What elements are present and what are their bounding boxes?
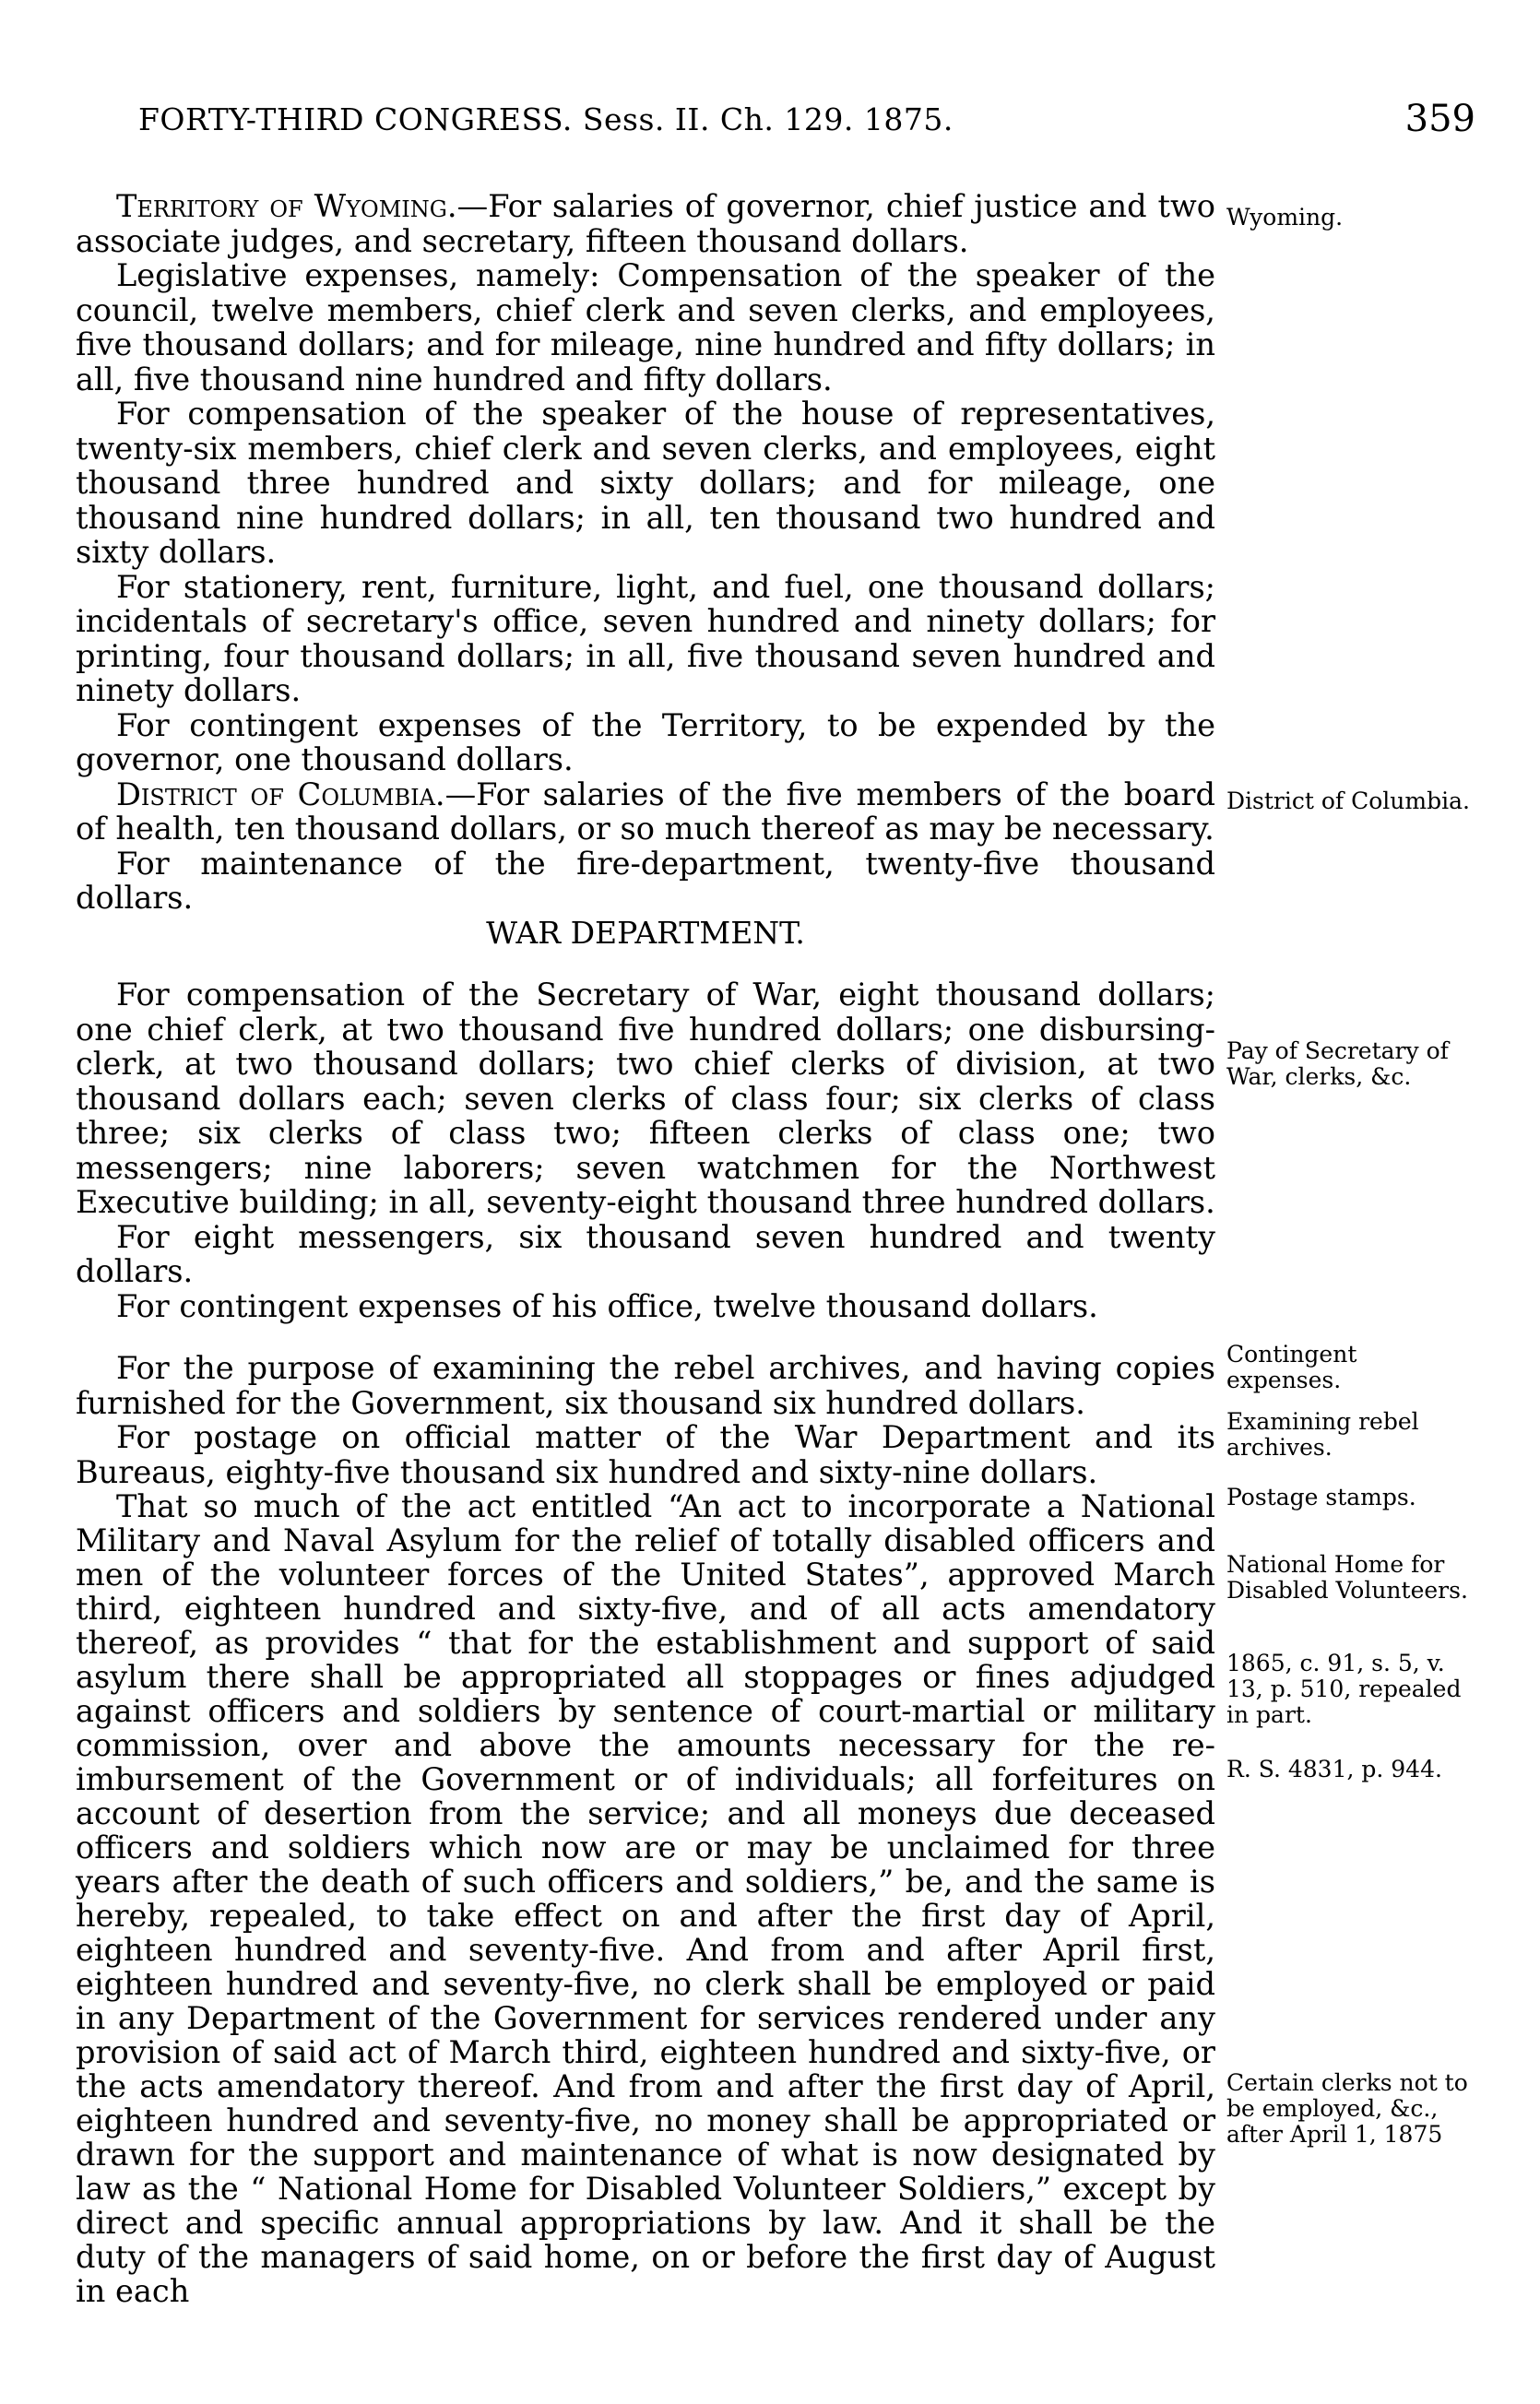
paragraph-war-home: That so much of the act entitled “An act to incorporate a National Military and Naval Asylum for the relief of totally disabled officers and men of the volunteer forces of the United States”, approved March third, eighteen hundred and sixty-five, and of all acts amendatory thereof, as provides “ that for the establishment and support of said asylum there shall be appropriated all stoppages or fines adjudged against officers and soldiers by sentence of court-martial or military commission, over and above the amounts necessary for the re-imbursement of the Government or of individuals; all forfeitures on account of desertion from the service; and all moneys due deceased officers and soldiers which now are or may be unclaimed for three years after the death of such officers and soldiers,” be, and the same is hereby, repealed, to take effect on and after the first day of April, eighteen hundred and seventy-five. And from and after April first, eighteen hundred and seventy-five, no clerk shall be employed or paid in any Department of the Government for services rendered under any provision of said act of March third, eighteen hundred and sixty-five, or the acts amendatory thereof. And from and after the first day of April, eighteen hundred and seventy-five, no money shall be appropriated or drawn for the support and maintenance of what is now designated by law as the “ National Home for Disabled Volunteer Soldiers,” except by direct and specific annual appropriations by law. And it shall be the duty of the managers of said home, on or before the first day of August in each <box>76 1488 1215 2309</box>
paragraph-war-pay: For compensation of the Secretary of War, eight thousand dollars; one chief clerk, at two thousand five hundred dollars; one disbursing-clerk, at two thousand dollars; two chief clerks of division, at two thousand dollars each; seven clerks of class four; six clerks of class three; six clerks of class two; fifteen clerks of class one; two messengers; nine laborers; seven watchmen for the Northwest Executive building; in all, seventy-eight thousand three hundred dollars. <box>76 977 1215 1220</box>
margin-note-dc: District of Columbia. <box>1226 788 1470 814</box>
paragraph-war-archives: For the purpose of examining the rebel archives, and having copies furnished for the Government, six thousand six hundred dollars. <box>76 1350 1215 1421</box>
margin-note-contingent: Contingent expenses. <box>1226 1341 1357 1393</box>
margin-note-home: National Home for Disabled Volunteers. <box>1226 1551 1468 1604</box>
page-number: 359 <box>1404 98 1475 140</box>
section-lead-wyoming: Territory of Wyoming. <box>116 188 457 224</box>
dc-board-text: —For salaries of the five members of the board of health, ten thousand dollars, or so much thereof as may be necessary. <box>76 776 1215 847</box>
main-text-column <box>76 189 1215 2308</box>
wyoming-salaries-text: —For salaries of governor, chief justice and two associate judges, and secretary, fifteen thousand dollars. <box>76 188 1215 259</box>
paragraph-war-postage: For postage on official matter of the War Department and its Bureaus, eighty-five thousand six hundred and sixty-nine dollars. <box>76 1419 1215 1490</box>
margin-note-cite-1865: 1865, c. 91, s. 5, v. 13, p. 510, repealed in part. <box>1226 1650 1462 1728</box>
paragraph-wyoming-stationery: For stationery, rent, furniture, light, and fuel, one thousand dollars; incidentals of secretary's office, seven hundred and ninety dollars; for printing, four thousand dollars; in all, five thousand seven hundred and ninety dollars. <box>76 568 1215 708</box>
paragraph-wyoming-contingent: For contingent expenses of the Territory, to be expended by the governor, one thousand dollars. <box>76 706 1215 777</box>
paragraph-wyoming-legislative: Legislative expenses, namely: Compensation of the speaker of the council, twelve members, chief clerk and seven clerks, and employees, five thousand dollars; and for mileage, nine hundred and fifty dollars; in all, five thousand nine hundred and fifty dollars. <box>76 257 1215 397</box>
margin-note-postage: Postage stamps. <box>1226 1484 1416 1510</box>
running-header <box>138 98 1475 148</box>
paragraph-dc-fire: For maintenance of the fire-department, twenty-five thousand dollars. <box>76 845 1215 916</box>
paragraph-war-contingent: For contingent expenses of his office, twelve thousand dollars. <box>116 1287 1098 1324</box>
margin-note-certain-clerks: Certain clerks not to be employed, &c., after April 1, 1875 <box>1226 2069 1468 2148</box>
margin-note-wyoming: Wyoming. <box>1226 204 1344 231</box>
margin-note-pay-secretary: Pay of Secretary of War, clerks, &c. <box>1226 1037 1449 1090</box>
margin-note-cite-rs: R. S. 4831, p. 944. <box>1226 1756 1442 1782</box>
paragraph-dc-board <box>76 777 1215 847</box>
paragraph-war-messengers: For eight messengers, six thousand seven hundred and twenty dollars. <box>76 1218 1215 1289</box>
margin-note-archives: Examining rebel archives. <box>1226 1408 1419 1461</box>
paragraph-wyoming-house: For compensation of the speaker of the house of representatives, twenty-six members, chief clerk and seven clerks, and employees, eight thousand three hundred and sixty dollars; and for mileage, one thousand nine hundred dollars; in all, ten thousand two hundred and sixty dollars. <box>76 396 1215 570</box>
section-lead-dc: District of Columbia. <box>116 776 445 812</box>
paragraph-wyoming-salaries <box>76 189 1215 258</box>
section-heading-war-department: WAR DEPARTMENT. <box>486 914 805 951</box>
header-title: FORTY-THIRD CONGRESS. Sess. II. Ch. 129. 1875. <box>138 101 954 137</box>
